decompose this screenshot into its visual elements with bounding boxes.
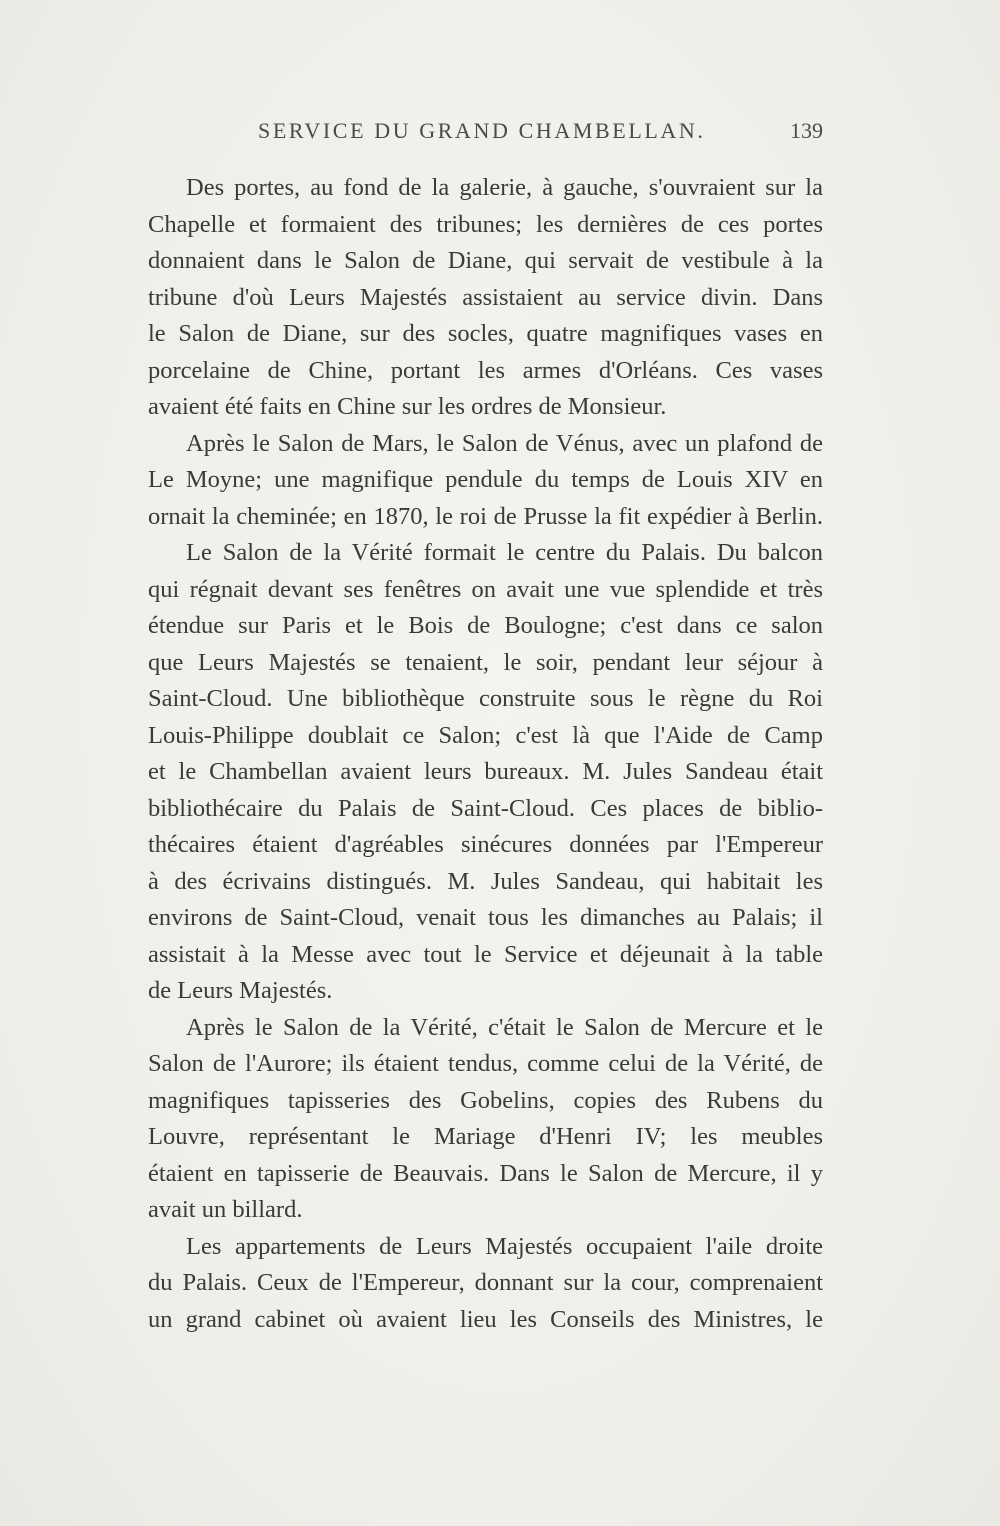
text-line: ornait la cheminée; en 1870, le roi de Prusse la fit expédier à Berlin. (148, 502, 823, 530)
text-line: et le Chambellan avaient leurs bureaux. M. Jules Sandeau était (148, 758, 823, 785)
text-line: que Leurs Majestés se tenaient, le soir, pendant leur séjour à (148, 648, 823, 676)
text-line: qui régnait devant ses fenêtres on avait une vue splendide et très (148, 575, 823, 603)
text-line: Salon de l'Aurore; ils étaient tendus, comme celui de la Vérité, de (148, 1050, 823, 1077)
text-line: Le Moyne; une magnifique pendule du temps de Louis XIV en (148, 466, 823, 493)
paragraph (148, 170, 823, 426)
paragraph (148, 535, 823, 1010)
text-line: thécaires étaient d'agréables sinécures données par l'Empereur (148, 831, 823, 858)
text-line: Louvre, représentant le Mariage d'Henri IV; les meubles (148, 1123, 823, 1150)
text-line: avait un billard. (148, 1196, 303, 1223)
text-line: le Salon de Diane, sur des socles, quatre magnifiques vases en (148, 320, 823, 347)
paragraph (148, 1010, 823, 1229)
body-text (148, 170, 823, 1338)
text-line: environs de Saint-Cloud, venait tous les dimanches au Palais; il (148, 904, 823, 931)
text-line: donnaient dans le Salon de Diane, qui servait de vestibule à la (148, 247, 823, 274)
text-line: Chapelle et formaient des tribunes; les dernières de ces portes (148, 210, 823, 238)
text-line: Les appartements de Leurs Majestés occupaient l'aile droite (186, 1232, 823, 1260)
text-line: étendue sur Paris et le Bois de Boulogne; c'est dans ce salon (148, 612, 823, 639)
running-head (148, 118, 823, 148)
text-line: assistait à la Messe avec tout le Service et déjeunait à la table (148, 940, 823, 968)
text-line: à des écrivains distingués. M. Jules Sandeau, qui habitait les (148, 867, 823, 895)
text-line: magnifiques tapisseries des Gobelins, copies des Rubens du (148, 1086, 823, 1114)
text-line: porcelaine de Chine, portant les armes d'Orléans. Ces vases (148, 356, 823, 384)
text-line: Le Salon de la Vérité formait le centre du Palais. Du balcon (186, 539, 823, 566)
text-line: Des portes, au fond de la galerie, à gauche, s'ouvraient sur la (186, 174, 823, 201)
text-line: Louis-Philippe doublait ce Salon; c'est là que l'Aide de Camp (148, 721, 823, 749)
text-line: tribune d'où Leurs Majestés assistaient au service divin. Dans (148, 283, 823, 311)
text-line: avaient été faits en Chine sur les ordres de Monsieur. (148, 393, 667, 420)
text-line: du Palais. Ceux de l'Empereur, donnant sur la cour, comprenaient (148, 1269, 823, 1296)
text-line: étaient en tapisserie de Beauvais. Dans le Salon de Mercure, il y (148, 1159, 823, 1187)
text-line: Après le Salon de Mars, le Salon de Vénus, avec un plafond de (186, 429, 823, 457)
paragraph (148, 1229, 823, 1339)
paragraph (148, 426, 823, 536)
running-title: SERVICE DU GRAND CHAMBELLAN. (258, 118, 706, 143)
text-line: Saint-Cloud. Une bibliothèque construite sous le règne du Roi (148, 685, 823, 712)
page-number: 139 (790, 118, 823, 143)
text-line: bibliothécaire du Palais de Saint-Cloud. Ces places de biblio- (148, 794, 823, 822)
text-line: un grand cabinet où avaient lieu les Conseils des Ministres, le (148, 1305, 823, 1333)
text-line: de Leurs Majestés. (148, 977, 333, 1004)
text-line: Après le Salon de la Vérité, c'était le Salon de Mercure et le (186, 1013, 823, 1041)
